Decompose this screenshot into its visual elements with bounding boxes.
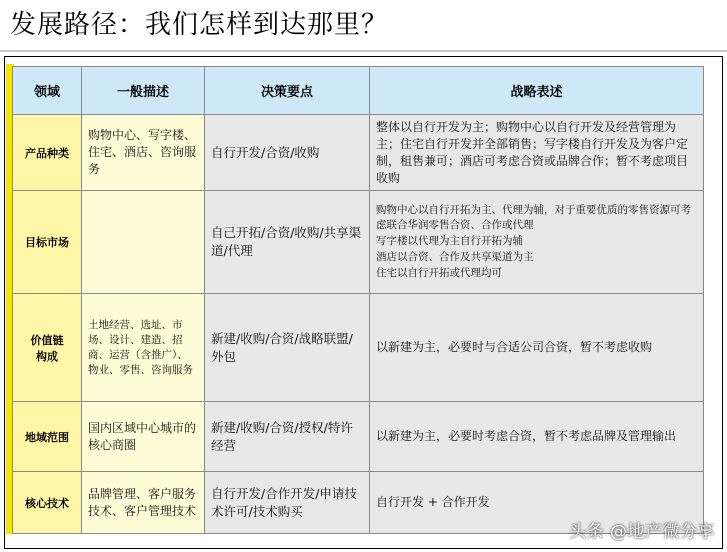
table-row <box>13 402 704 472</box>
description-cell: 国内区域中心城市的核心商圈 <box>82 402 205 472</box>
decision-cell: 新建/收购/合资/战略联盟/外包 <box>205 294 370 402</box>
strategy-cell: 自行开发 + 合作开发 <box>370 472 704 534</box>
description-cell: 品牌管理、客户服务技术、客户管理技术 <box>82 472 205 534</box>
header-strategy: 战略表述 <box>370 67 704 115</box>
strategy-line: 购物中心以自行开拓为主、代理为辅，对于重要优质的零售资源可考虑联合华润零售合资、合作或代理 <box>376 204 691 231</box>
decision-cell: 自行开发/合资/收购 <box>205 115 370 191</box>
domain-line: 构成 <box>36 349 58 363</box>
strategy-line: 住宅以自行开拓或代理均可 <box>376 267 502 279</box>
title-divider <box>0 50 727 52</box>
domain-cell <box>13 294 82 402</box>
strategy-cell: 整体以自行开发为主；购物中心以自行开发及经营管理为主；住宅自行开发并全部销售；写字楼自行开发及为客户定制，租售兼可；酒店可考虑合资或品牌合作；暂不考虑项目收购 <box>370 115 704 191</box>
strategy-cell: 以新建为主，必要时与合适公司合资，暂不考虑收购 <box>370 294 704 402</box>
domain-cell: 核心技术 <box>13 472 82 534</box>
table-row <box>13 191 704 294</box>
watermark: 头条 @地产微分享 <box>569 522 715 542</box>
domain-cell: 产品种类 <box>13 115 82 191</box>
domain-cell: 目标市场 <box>13 191 82 294</box>
decision-cell: 自行开发/合作开发/申请技术许可/技术购买 <box>205 472 370 534</box>
table-header-row <box>13 67 704 115</box>
description-cell: 土地经营、选址、市场、设计、建造、招商、运营（含推广）、物业、零售、咨询服务 <box>82 294 205 402</box>
page-title: 发展路径：我们怎样到达那里？ <box>10 10 389 40</box>
strategy-line: 酒店以合资、合作及共享渠道为主 <box>376 251 534 263</box>
description-cell: 购物中心、写字楼、住宅、酒店、咨询服务 <box>82 115 205 191</box>
strategy-cell <box>370 191 704 294</box>
strategy-line: 写字楼以代理为主自行开拓为辅 <box>376 235 523 247</box>
decision-cell: 自己开拓/合资/收购/共享渠道/代理 <box>205 191 370 294</box>
header-domain: 领域 <box>13 67 82 115</box>
strategy-cell: 以新建为主，必要时考虑合资，暂不考虑品牌及管理输出 <box>370 402 704 472</box>
decision-cell: 新建/收购/合资/授权/特许经营 <box>205 402 370 472</box>
description-cell <box>82 191 205 294</box>
header-decision: 决策要点 <box>205 67 370 115</box>
table-row <box>13 115 704 191</box>
domain-line: 价值链 <box>30 333 64 347</box>
header-description: 一般描述 <box>82 67 205 115</box>
strategy-table <box>12 66 704 534</box>
domain-cell: 地域范围 <box>13 402 82 472</box>
table-row <box>13 294 704 402</box>
